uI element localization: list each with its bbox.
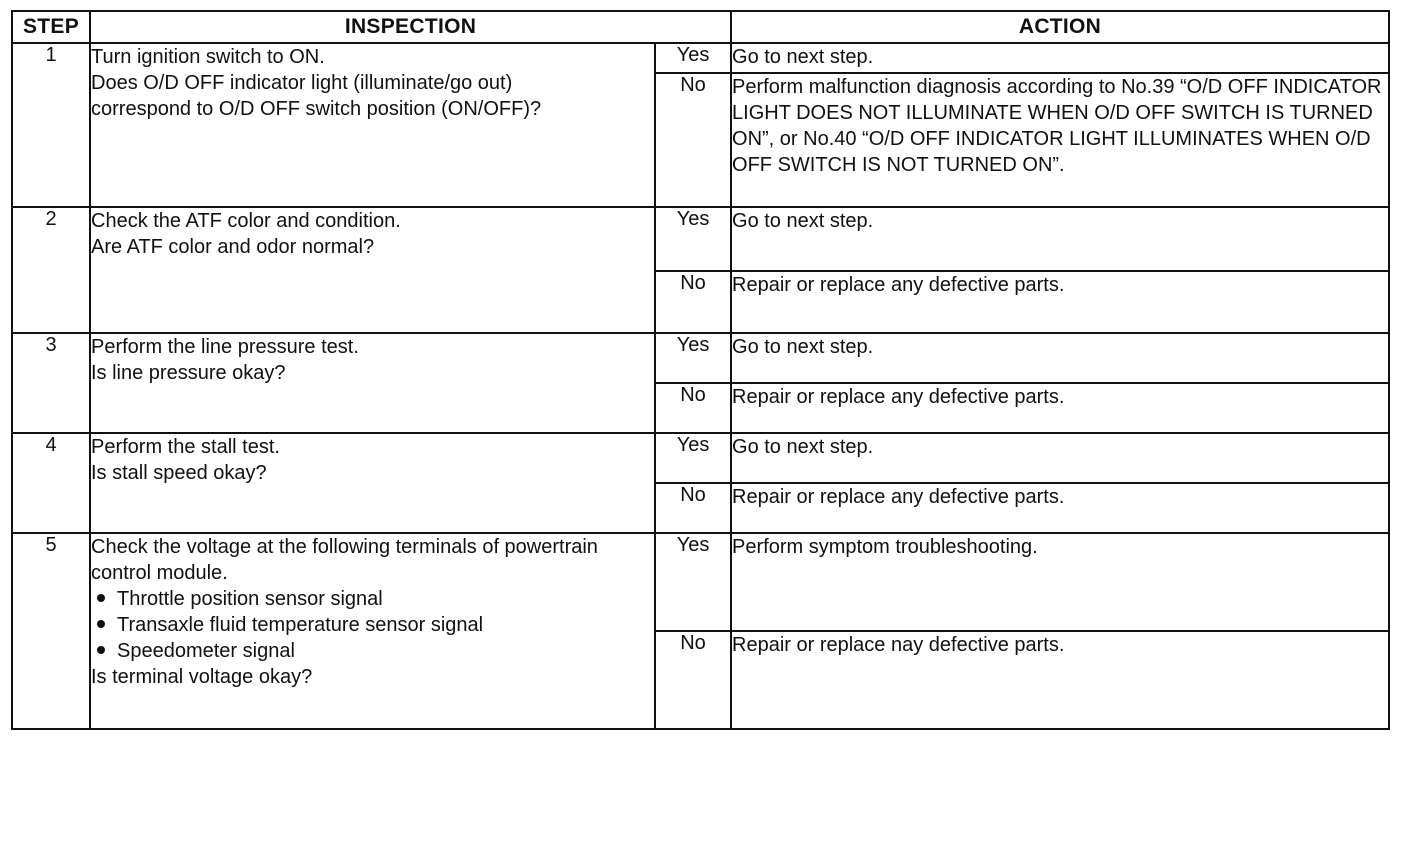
bullet-icon bbox=[97, 594, 105, 602]
bullet-item bbox=[91, 612, 654, 638]
yes-label: Yes bbox=[655, 207, 731, 271]
step-number: 4 bbox=[12, 433, 90, 533]
no-label: No bbox=[655, 383, 731, 433]
step-5-yes-row bbox=[12, 533, 1389, 631]
step-number: 5 bbox=[12, 533, 90, 729]
inspection-question: Is terminal voltage okay? bbox=[91, 666, 313, 688]
no-label: No bbox=[655, 631, 731, 729]
inspection-line: Is line pressure okay? bbox=[91, 362, 286, 384]
inspection-line: Turn ignition switch to ON. bbox=[91, 46, 325, 68]
diagnostic-table bbox=[11, 10, 1390, 730]
no-action: Perform malfunction diagnosis according to No.39 “O/D OFF INDICATOR LIGHT DOES NOT ILLUMINATE WHEN O/D OFF SWITCH IS TURNED ON”, or No.40 “O/D OFF INDICATOR LIGHT ILLUMINATES WHEN O/D OFF SWITCH IS NOT TURNED ON”. bbox=[731, 73, 1389, 207]
yes-label: Yes bbox=[655, 433, 731, 483]
inspection-line: Are ATF color and odor normal? bbox=[91, 236, 375, 258]
yes-action: Go to next step. bbox=[731, 433, 1389, 483]
yes-action: Go to next step. bbox=[731, 43, 1389, 73]
bullet-icon bbox=[97, 620, 105, 628]
step-inspection bbox=[90, 43, 655, 207]
bullet-icon bbox=[97, 646, 105, 654]
header-inspection: INSPECTION bbox=[90, 11, 731, 43]
no-label: No bbox=[655, 73, 731, 207]
bullet-text: Throttle position sensor signal bbox=[117, 588, 383, 610]
inspection-line: Is stall speed okay? bbox=[91, 462, 267, 484]
step-inspection bbox=[90, 333, 655, 433]
yes-action: Go to next step. bbox=[731, 207, 1389, 271]
yes-action: Go to next step. bbox=[731, 333, 1389, 383]
bullet-item bbox=[91, 586, 654, 612]
header-step: STEP bbox=[12, 11, 90, 43]
header-row bbox=[12, 11, 1389, 43]
step-inspection bbox=[90, 433, 655, 533]
yes-label: Yes bbox=[655, 533, 731, 631]
yes-label: Yes bbox=[655, 333, 731, 383]
step-number: 3 bbox=[12, 333, 90, 433]
no-action: Repair or replace any defective parts. bbox=[731, 483, 1389, 533]
step-inspection bbox=[90, 207, 655, 333]
step-4-yes-row bbox=[12, 433, 1389, 483]
step-3-yes-row bbox=[12, 333, 1389, 383]
bullet-text: Speedometer signal bbox=[117, 640, 295, 662]
inspection-line: Does O/D OFF indicator light (illuminate/go out) correspond to O/D OFF switch position (ON/OFF)? bbox=[91, 72, 542, 120]
yes-label: Yes bbox=[655, 43, 731, 73]
header-action: ACTION bbox=[731, 11, 1389, 43]
no-action: Repair or replace any defective parts. bbox=[731, 271, 1389, 333]
step-number: 1 bbox=[12, 43, 90, 207]
inspection-intro: Check the voltage at the following terminals of powertrain control module. bbox=[91, 536, 598, 584]
inspection-line: Check the ATF color and condition. bbox=[91, 210, 401, 232]
bullet-item bbox=[91, 638, 654, 664]
yes-action: Perform symptom troubleshooting. bbox=[731, 533, 1389, 631]
no-label: No bbox=[655, 483, 731, 533]
bullet-text: Transaxle fluid temperature sensor signal bbox=[117, 614, 484, 636]
inspection-line: Perform the line pressure test. bbox=[91, 336, 359, 358]
step-number: 2 bbox=[12, 207, 90, 333]
step-inspection bbox=[90, 533, 655, 729]
step-1-yes-row bbox=[12, 43, 1389, 73]
inspection-line: Perform the stall test. bbox=[91, 436, 280, 458]
step-2-yes-row bbox=[12, 207, 1389, 271]
no-action: Repair or replace nay defective parts. bbox=[731, 631, 1389, 729]
no-label: No bbox=[655, 271, 731, 333]
bullet-list bbox=[91, 586, 654, 664]
no-action: Repair or replace any defective parts. bbox=[731, 383, 1389, 433]
